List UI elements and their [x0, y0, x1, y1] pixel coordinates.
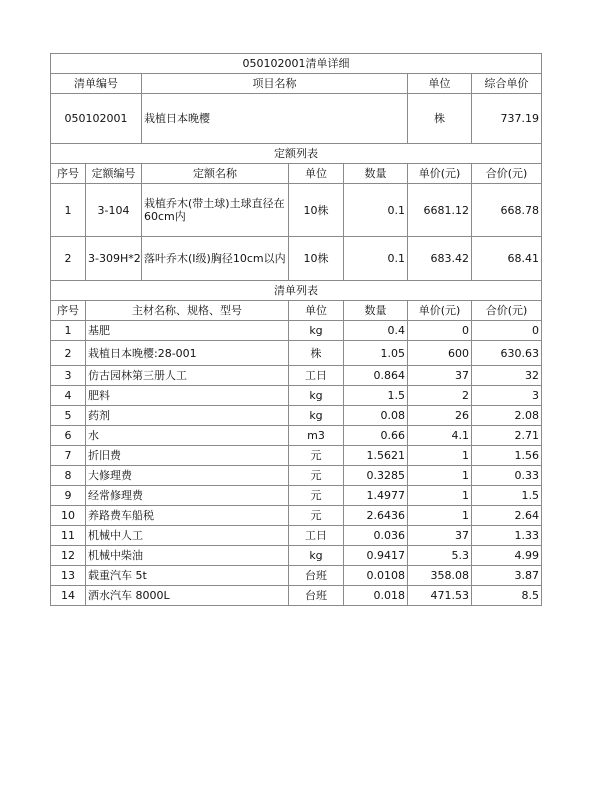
- material-unit: kg: [289, 406, 344, 426]
- list-header-row: [51, 74, 542, 94]
- material-seq: 14: [51, 586, 86, 606]
- list-item-row: [51, 94, 542, 144]
- material-row: [51, 506, 542, 526]
- material-price: 471.53: [408, 586, 472, 606]
- material-name: 肥料: [86, 386, 289, 406]
- quota-name: 栽植乔木(带土球)土球直径在60cm内: [142, 184, 289, 237]
- material-qty: 0.036: [344, 526, 408, 546]
- list-unit-header: 单位: [408, 74, 472, 94]
- material-name: 栽植日本晚樱:28-001: [86, 341, 289, 366]
- material-qty: 0.864: [344, 366, 408, 386]
- material-name: 折旧费: [86, 446, 289, 466]
- material-price: 1: [408, 446, 472, 466]
- quota-unit-header: 单位: [289, 164, 344, 184]
- material-total: 1.5: [472, 486, 542, 506]
- quota-row: [51, 237, 542, 281]
- material-unit: kg: [289, 386, 344, 406]
- material-row: [51, 386, 542, 406]
- quota-code: 3-104: [86, 184, 142, 237]
- material-price-header: 单价(元): [408, 301, 472, 321]
- material-price: 1: [408, 466, 472, 486]
- material-total: 2.71: [472, 426, 542, 446]
- material-seq: 13: [51, 566, 86, 586]
- material-unit: kg: [289, 321, 344, 341]
- list-unit-price-header: 综合单价: [472, 74, 542, 94]
- material-total: 630.63: [472, 341, 542, 366]
- quota-total: 68.41: [472, 237, 542, 281]
- material-section-title: 清单列表: [51, 281, 542, 301]
- material-price: 0: [408, 321, 472, 341]
- quota-seq-header: 序号: [51, 164, 86, 184]
- material-row: [51, 321, 542, 341]
- material-qty: 1.5621: [344, 446, 408, 466]
- material-price: 600: [408, 341, 472, 366]
- material-name: 洒水汽车 8000L: [86, 586, 289, 606]
- material-seq: 5: [51, 406, 86, 426]
- quota-qty: 0.1: [344, 237, 408, 281]
- material-qty: 1.5: [344, 386, 408, 406]
- material-row: [51, 341, 542, 366]
- material-unit: 元: [289, 446, 344, 466]
- material-header-row: [51, 301, 542, 321]
- material-price: 1: [408, 506, 472, 526]
- material-price: 26: [408, 406, 472, 426]
- material-row: [51, 406, 542, 426]
- title-row: [51, 54, 542, 74]
- material-unit: 元: [289, 506, 344, 526]
- material-name: 药剂: [86, 406, 289, 426]
- material-qty: 1.05: [344, 341, 408, 366]
- quota-section-row: [51, 144, 542, 164]
- material-qty: 2.6436: [344, 506, 408, 526]
- material-total: 32: [472, 366, 542, 386]
- material-seq: 9: [51, 486, 86, 506]
- material-row: [51, 526, 542, 546]
- quota-section-title: 定额列表: [51, 144, 542, 164]
- quota-total-header: 合价(元): [472, 164, 542, 184]
- quota-name: 落叶乔木(Ⅰ级)胸径10cm以内: [142, 237, 289, 281]
- material-total: 3.87: [472, 566, 542, 586]
- material-name: 仿古园林第三册人工: [86, 366, 289, 386]
- quota-header-row: [51, 164, 542, 184]
- quota-qty: 0.1: [344, 184, 408, 237]
- material-unit: m3: [289, 426, 344, 446]
- material-row: [51, 586, 542, 606]
- material-qty: 0.66: [344, 426, 408, 446]
- material-row: [51, 366, 542, 386]
- material-row: [51, 466, 542, 486]
- list-item-unit: 株: [408, 94, 472, 144]
- material-seq-header: 序号: [51, 301, 86, 321]
- material-qty: 0.08: [344, 406, 408, 426]
- material-total: 1.33: [472, 526, 542, 546]
- quota-unit: 10株: [289, 237, 344, 281]
- material-total: 2.64: [472, 506, 542, 526]
- quota-seq: 1: [51, 184, 86, 237]
- material-name: 大修理费: [86, 466, 289, 486]
- material-row: [51, 426, 542, 446]
- list-item-name: 栽植日本晚樱: [142, 94, 408, 144]
- quota-name-header: 定额名称: [142, 164, 289, 184]
- quota-unit: 10株: [289, 184, 344, 237]
- material-total: 4.99: [472, 546, 542, 566]
- material-price: 37: [408, 526, 472, 546]
- material-unit-header: 单位: [289, 301, 344, 321]
- quota-price-header: 单价(元): [408, 164, 472, 184]
- material-total-header: 合价(元): [472, 301, 542, 321]
- quota-price: 6681.12: [408, 184, 472, 237]
- material-name: 水: [86, 426, 289, 446]
- material-price: 1: [408, 486, 472, 506]
- material-total: 8.5: [472, 586, 542, 606]
- quota-price: 683.42: [408, 237, 472, 281]
- material-seq: 4: [51, 386, 86, 406]
- material-qty: 0.0108: [344, 566, 408, 586]
- quota-qty-header: 数量: [344, 164, 408, 184]
- quota-row: [51, 184, 542, 237]
- material-name: 载重汽车 5t: [86, 566, 289, 586]
- material-total: 1.56: [472, 446, 542, 466]
- material-unit: 台班: [289, 586, 344, 606]
- material-seq: 10: [51, 506, 86, 526]
- material-row: [51, 486, 542, 506]
- material-qty: 0.9417: [344, 546, 408, 566]
- list-name-header: 项目名称: [142, 74, 408, 94]
- material-qty: 1.4977: [344, 486, 408, 506]
- material-seq: 3: [51, 366, 86, 386]
- material-name-header: 主材名称、规格、型号: [86, 301, 289, 321]
- quota-total: 668.78: [472, 184, 542, 237]
- material-price: 4.1: [408, 426, 472, 446]
- material-price: 5.3: [408, 546, 472, 566]
- material-total: 0: [472, 321, 542, 341]
- material-qty: 0.018: [344, 586, 408, 606]
- material-name: 经常修理费: [86, 486, 289, 506]
- material-name: 机械中柴油: [86, 546, 289, 566]
- material-seq: 12: [51, 546, 86, 566]
- material-unit: 元: [289, 486, 344, 506]
- material-seq: 6: [51, 426, 86, 446]
- material-name: 基肥: [86, 321, 289, 341]
- material-name: 机械中人工: [86, 526, 289, 546]
- material-seq: 11: [51, 526, 86, 546]
- material-total: 2.08: [472, 406, 542, 426]
- material-qty: 0.3285: [344, 466, 408, 486]
- material-row: [51, 566, 542, 586]
- material-unit: 株: [289, 341, 344, 366]
- material-price: 358.08: [408, 566, 472, 586]
- quota-code: 3-309H*2: [86, 237, 142, 281]
- material-qty-header: 数量: [344, 301, 408, 321]
- material-row: [51, 546, 542, 566]
- material-qty: 0.4: [344, 321, 408, 341]
- quota-seq: 2: [51, 237, 86, 281]
- material-seq: 1: [51, 321, 86, 341]
- quota-code-header: 定额编号: [86, 164, 142, 184]
- material-row: [51, 446, 542, 466]
- material-unit: 工日: [289, 526, 344, 546]
- material-seq: 2: [51, 341, 86, 366]
- list-item-code: 050102001: [51, 94, 142, 144]
- material-total: 0.33: [472, 466, 542, 486]
- bill-detail-table: [50, 53, 542, 606]
- material-price: 2: [408, 386, 472, 406]
- material-unit: 工日: [289, 366, 344, 386]
- material-unit: kg: [289, 546, 344, 566]
- material-unit: 台班: [289, 566, 344, 586]
- material-name: 养路费车船税: [86, 506, 289, 526]
- material-total: 3: [472, 386, 542, 406]
- material-price: 37: [408, 366, 472, 386]
- list-code-header: 清单编号: [51, 74, 142, 94]
- material-seq: 7: [51, 446, 86, 466]
- list-item-unit-price: 737.19: [472, 94, 542, 144]
- material-unit: 元: [289, 466, 344, 486]
- material-section-row: [51, 281, 542, 301]
- table-title: 050102001清单详细: [51, 54, 542, 74]
- material-seq: 8: [51, 466, 86, 486]
